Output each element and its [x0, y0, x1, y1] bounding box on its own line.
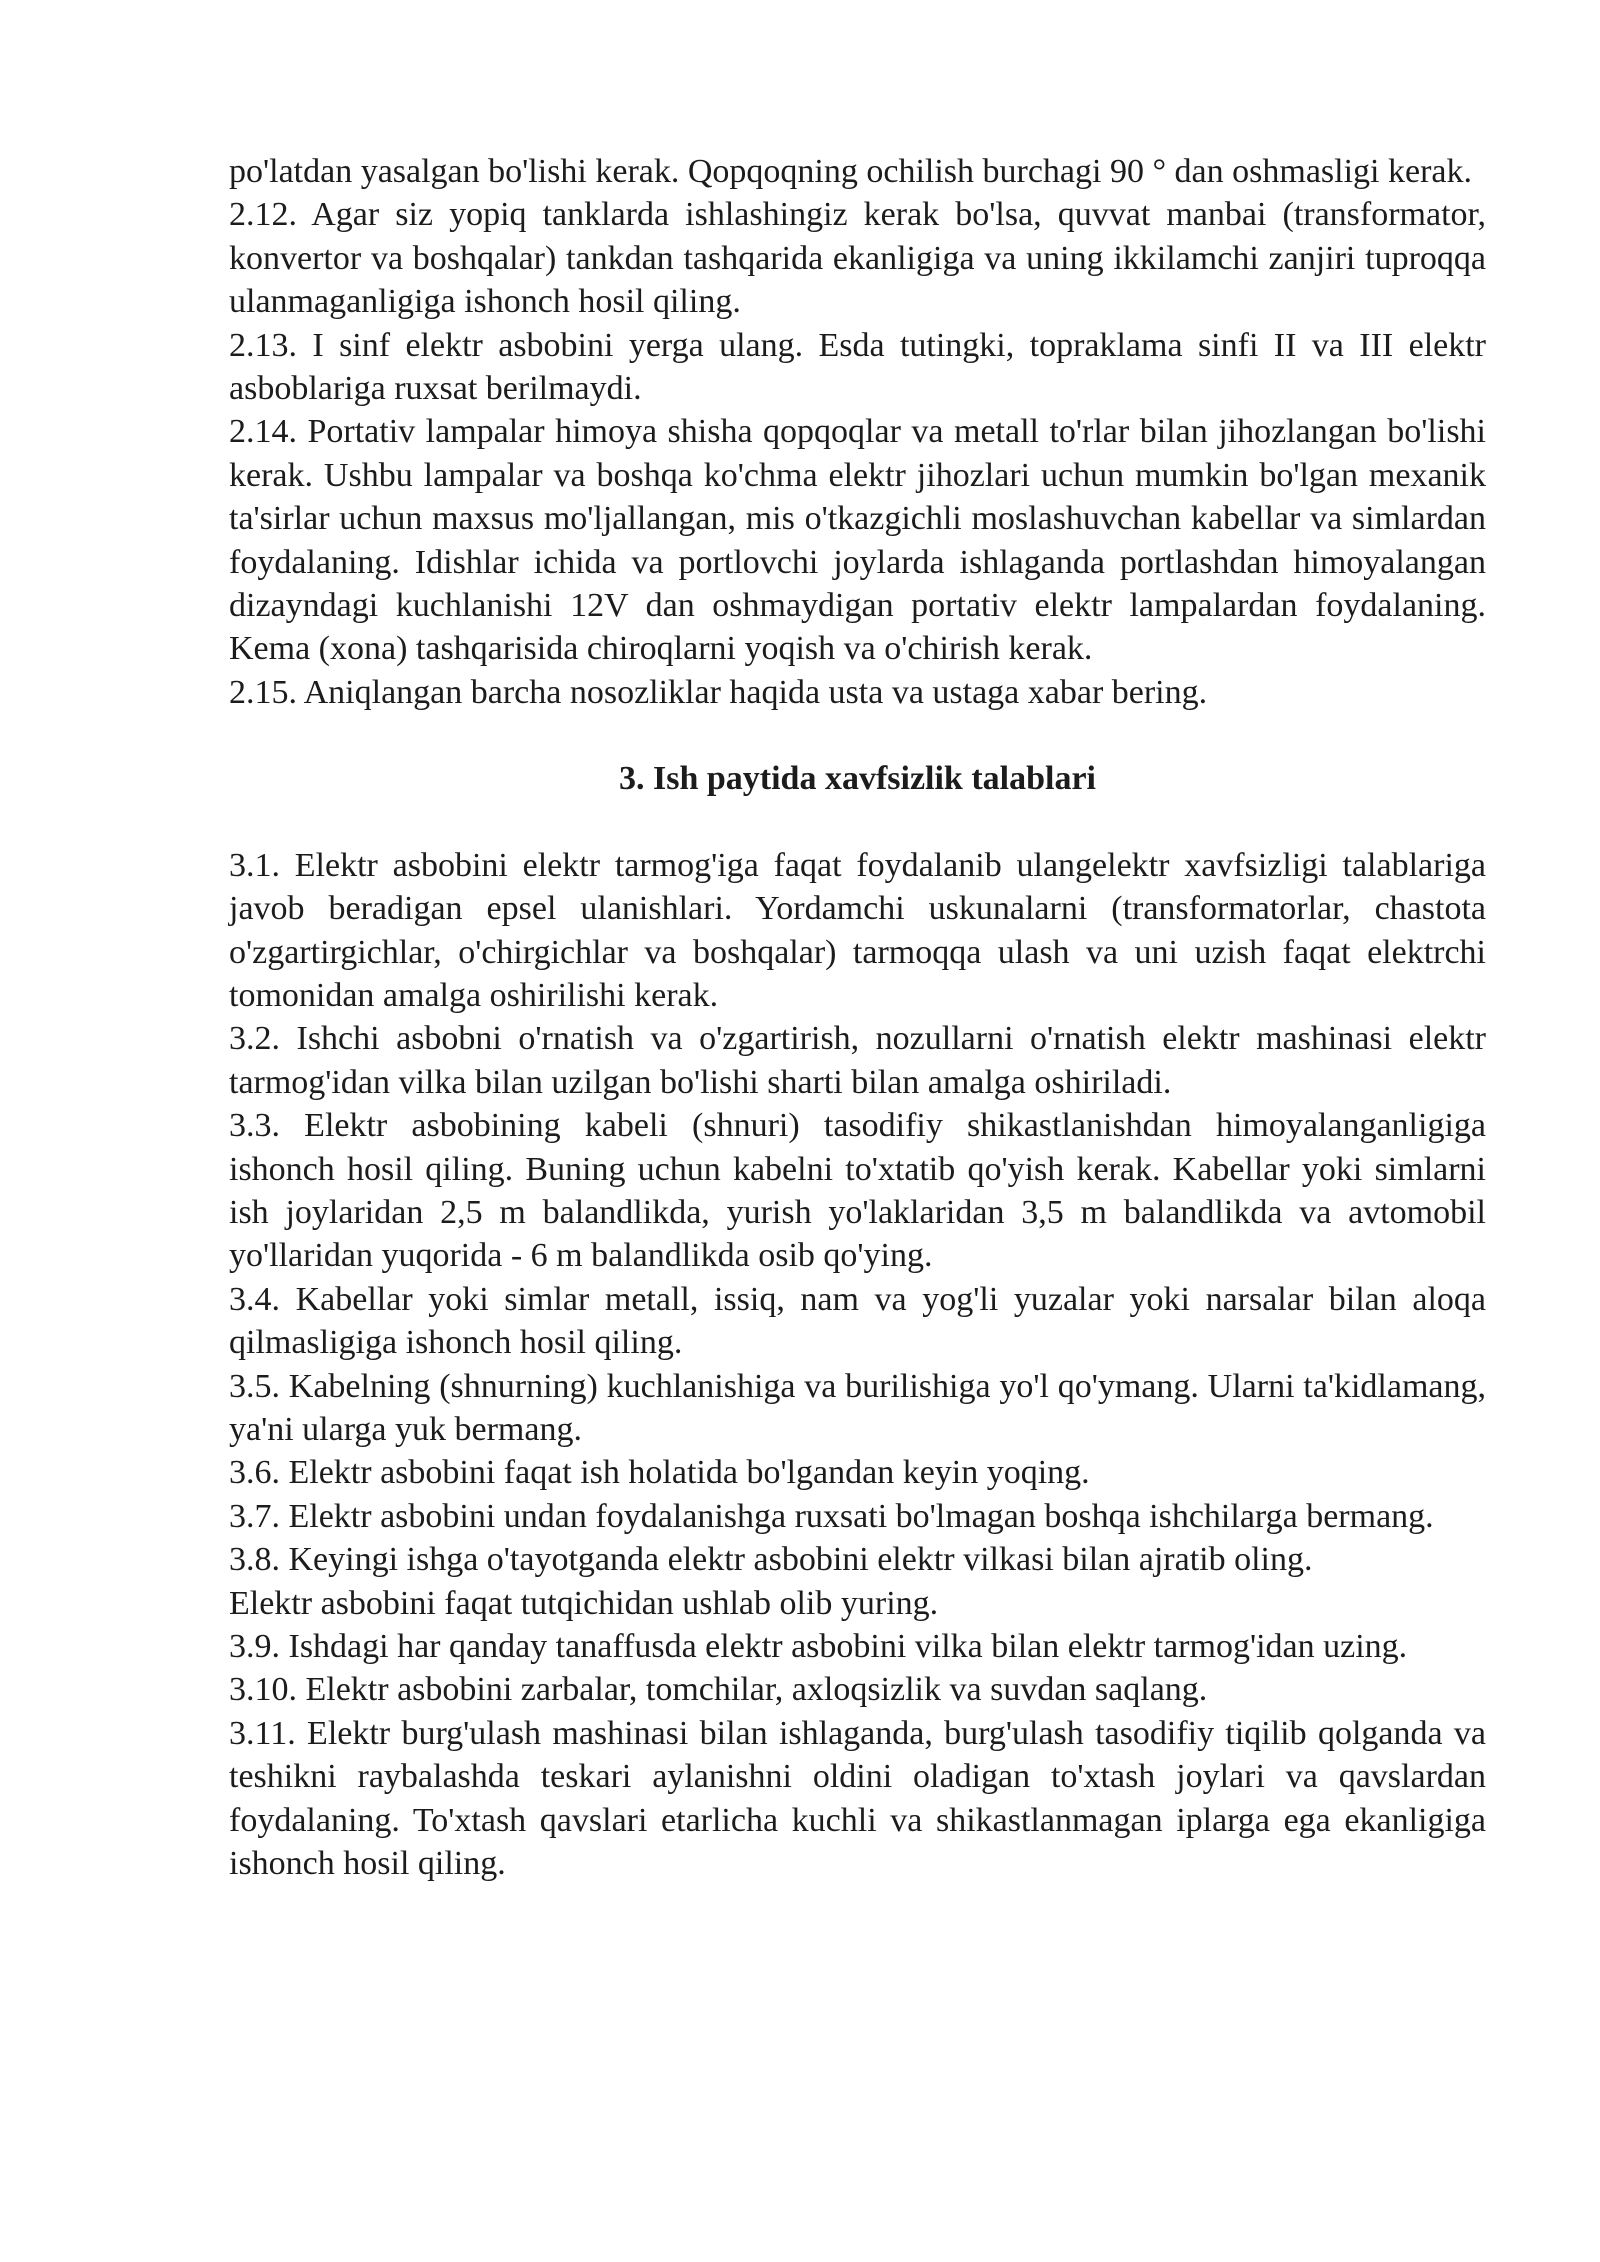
- paragraph-3-7: 3.7. Elektr asbobini undan foydalanishga ruxsati bo'lmagan boshqa ishchilarga bermang.: [229, 1497, 1434, 1535]
- paragraph-continuation: po'latdan yasalgan bo'lishi kerak. Qopqoqning ochilish burchagi 90 ° dan oshmasligi kerak.: [229, 153, 1472, 190]
- document-page: [229, 150, 1486, 1885]
- paragraph-2-13: 2.13. I sinf elektr asbobini yerga ulang. Esda tutingki, topraklama sinfi II va III elektr asboblariga ruxsat berilmaydi.: [229, 326, 1486, 408]
- paragraph-3-6: 3.6. Elektr asbobini faqat ish holatida bo'lgandan keyin yoqing.: [229, 1454, 1090, 1492]
- paragraph-2-12: 2.12. Agar siz yopiq tanklarda ishlashingiz kerak bo'lsa, quvvat manbai (transformator, konvertor va boshqalar) tankdan tashqarida ekanligiga va uning ikkilamchi zanjiri tuproqqa ulanmaganligiga ishonch hosil qiling.: [229, 196, 1486, 321]
- paragraph-2-14: 2.14. Portativ lampalar himoya shisha qopqoqlar va metall to'rlar bilan jihozlangan bo'lishi kerak. Ushbu lampalar va boshqa ko'chma elektr jihozlari uchun mumkin bo'lgan mexanik ta'sirlar uchun maxsus mo'ljallangan, mis o'tkazgichli moslashuvchan kabellar va simlardan foydalaning. Idishlar ichida va portlovchi joylarda ishlaganda portlashdan himoyalangan dizayndagi kuchlanishi 12V dan oshmaydigan portativ elektr lampalardan foydalaning. Kema (xona) tashqarisida chiroqlarni yoqish va o'chirish kerak.: [229, 413, 1486, 668]
- paragraph-3-9: 3.9. Ishdagi har qanday tanaffusda elektr asbobini vilka bilan elektr tarmog'idan uzing.: [229, 1628, 1408, 1665]
- paragraph-3-5: 3.5. Kabelning (shnurning) kuchlanishiga va burilishiga yo'l qo'ymang. Ularni ta'kidlamang, ya'ni ularga yuk bermang.: [229, 1367, 1486, 1448]
- paragraph-3-1: 3.1. Elektr asbobini elektr tarmog'iga faqat foydalanib ulangelektr xavfsizligi talablariga javob beradigan epsel ulanishlari. Yordamchi uskunalarni (transformatorlar, chastota o'zgartirgichlar, o'chirgichlar va boshqalar) tarmoqqa ulash va uni uzish faqat elektrchi tomonidan amalga oshirilishi kerak.: [229, 846, 1486, 1014]
- paragraph-3-11: 3.11. Elektr burg'ulash mashinasi bilan ishlaganda, burg'ulash tasodifiy tiqilib qolganda va teshikni raybalashda teskari aylanishni oldini oladigan to'xtash joylari va qavslardan foydalaning. To'xtash qavslari etarlicha kuchli va shikastlanmagan iplarga ega ekanligiga ishonch hosil qiling.: [229, 1714, 1486, 1883]
- paragraph-3-4: 3.4. Kabellar yoki simlar metall, issiq, nam va yog'li yuzalar yoki narsalar bilan aloqa qilmasligiga ishonch hosil qiling.: [229, 1280, 1486, 1362]
- paragraph-2-15: 2.15. Aniqlangan barcha nosozliklar haqida usta va ustaga xabar bering.: [229, 673, 1208, 711]
- paragraph-3-8-continued: Elektr asbobini faqat tutqichidan ushlab olib yuring.: [229, 1584, 939, 1622]
- paragraph-3-10: 3.10. Elektr asbobini zarbalar, tomchilar, axloqsizlik va suvdan saqlang.: [229, 1671, 1208, 1709]
- section-3-heading: 3. Ish paytida xavfsizlik talablari: [618, 760, 1096, 798]
- paragraph-3-3: 3.3. Elektr asbobining kabeli (shnuri) tasodifiy shikastlanishdan himoyalanganligiga ishonch hosil qiling. Buning uchun kabelni to'xtatib qo'yish kerak. Kabellar yoki simlarni ish joylaridan 2,5 m balandlikda, yurish yo'laklaridan 3,5 m balandlikda va avtomobil yo'llaridan yuqorida - 6 m balandlikda osib qo'ying.: [229, 1107, 1486, 1275]
- paragraph-3-2: 3.2. Ishchi asbobni o'rnatish va o'zgartirish, nozullarni o'rnatish elektr mashinasi elektr tarmog'idan vilka bilan uzilgan bo'lishi sharti bilan amalga oshiriladi.: [229, 1020, 1486, 1101]
- paragraph-3-8: 3.8. Keyingi ishga o'tayotganda elektr asbobini elektr vilkasi bilan ajratib oling.: [229, 1541, 1313, 1579]
